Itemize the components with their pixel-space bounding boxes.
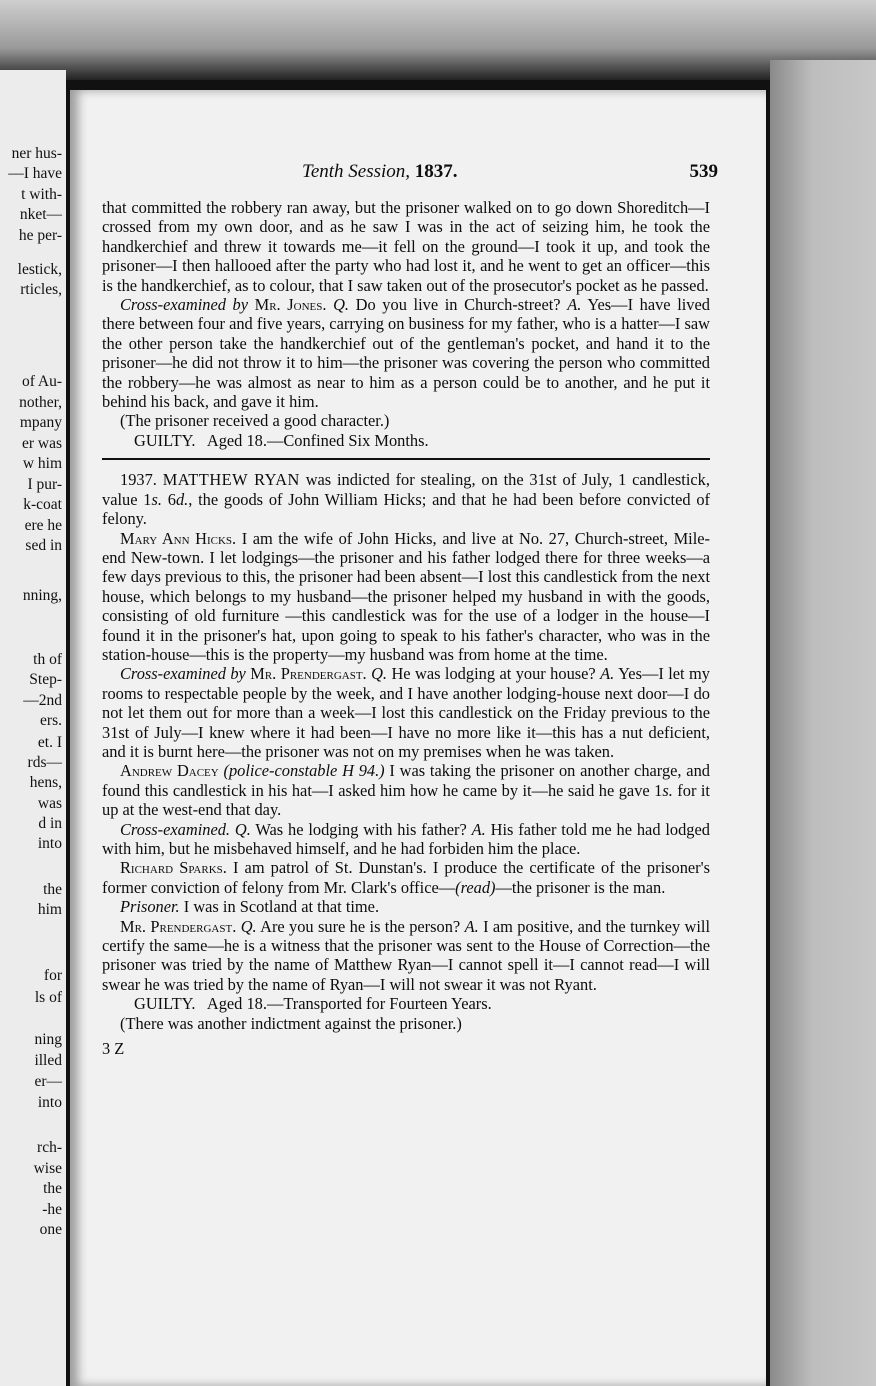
character-note: (The prisoner received a good character.) bbox=[120, 411, 390, 431]
session-title: Tenth Session, 1837. bbox=[302, 161, 458, 182]
scan-background bbox=[770, 60, 876, 1386]
facing-page-fragment: Step- bbox=[29, 671, 62, 688]
facing-page-fragment: was bbox=[37, 795, 62, 812]
facing-page-fragment: d in bbox=[38, 815, 62, 832]
facing-page-fragment: nket— bbox=[19, 206, 62, 223]
verdict-case-2: GUILTY. Aged 18.—Transported for Fourteen Years. bbox=[134, 994, 492, 1014]
facing-page-fragment: ls of bbox=[34, 989, 62, 1006]
facing-page-fragment: er was bbox=[21, 435, 62, 452]
facing-page-fragment: ere he bbox=[24, 517, 62, 534]
facing-page-fragment: ner hus- bbox=[11, 145, 62, 162]
facing-page-fragment: w him bbox=[22, 455, 62, 472]
scan-top-edge bbox=[0, 0, 876, 80]
testimony-hicks: Mary Ann Hicks. I am the wife of John Hicks, and live at No. 27, Church-street, Mile-end New-town. I let lodgings—the prisoner and his father lodged there for three weeks—a few days previous to this, the prisoner had been absent—I lost this candlestick from the next house, which belongs to my husband—the prisoner helped my husband in with the goods, consisting of old furniture —this candlestick was for the use of a lodger in the house—I found it in the prisoner's hat, upon going to speak to his father's character, who was in the station-house—this is the property—my husband was from home at the time. bbox=[102, 528, 710, 664]
facing-page-fragment: rch- bbox=[37, 1139, 62, 1156]
facing-page-fragment: er— bbox=[34, 1073, 62, 1090]
facing-page-fragment: rticles, bbox=[20, 281, 62, 298]
prisoner-statement: Prisoner. I was in Scotland at that time. bbox=[120, 897, 380, 917]
case-divider bbox=[102, 458, 710, 460]
session-year: 1837. bbox=[414, 161, 458, 182]
facing-page-fragment: ers. bbox=[40, 712, 62, 729]
facing-page-fragment: rds— bbox=[27, 754, 62, 771]
facing-page-fragment: lestick, bbox=[17, 261, 62, 278]
defendant-name: MATTHEW RYAN bbox=[162, 470, 300, 490]
facing-page-fragment: -he bbox=[42, 1201, 62, 1218]
page-number: 539 bbox=[689, 161, 718, 182]
facing-page-fragment: the bbox=[43, 881, 62, 898]
indictment-1937: 1937. MATTHEW RYAN was indicted for stealing, on the 31st of July, 1 candlestick, value 1s. 6d., the goods of John William Hicks; and that he had been before convicted of felony. bbox=[102, 470, 710, 529]
facing-page-edge bbox=[0, 70, 66, 1386]
facing-page-fragment: th of bbox=[33, 651, 62, 668]
testimony-dacey: Andrew Dacey (police-constable H 94.) I was taking the prisoner on another charge, and found this candlestick in his hat—I asked him how he came by it—he said he gave 1s. for it up at the west-end that day. bbox=[102, 761, 710, 820]
facing-page-fragment: nother, bbox=[19, 394, 62, 411]
text-body bbox=[102, 198, 710, 1058]
facing-page-fragment: wise bbox=[33, 1160, 62, 1177]
facing-page-fragment: I pur- bbox=[27, 476, 62, 493]
verdict-case-1: GUILTY. Aged 18.—Confined Six Months. bbox=[134, 430, 429, 450]
facing-page-fragment: the bbox=[43, 1180, 62, 1197]
indictment-note: (There was another indictment against the prisoner.) bbox=[120, 1013, 462, 1033]
facing-page-fragment: he per- bbox=[18, 227, 62, 244]
facing-page-fragment: t with- bbox=[21, 186, 62, 203]
facing-page-fragment: illed bbox=[34, 1052, 62, 1069]
facing-page-fragment: et. I bbox=[37, 734, 62, 751]
signature-mark: 3 Z bbox=[102, 1039, 125, 1059]
book-page bbox=[70, 90, 766, 1386]
facing-page-fragment: of Au- bbox=[21, 373, 62, 390]
facing-page-fragment: sed in bbox=[25, 537, 62, 554]
facing-page-fragment: into bbox=[37, 1094, 62, 1111]
cross-examination-prendergast: Cross-examined by Mr. Prendergast. Q. He was lodging at your house? A. Yes—I let my rooms to respectable people by the week, and I have another lodging-house next door—I do not let them out for more than a week—I lost this candlestick on the Friday previous to the 31st of July—I knew where it had been—I have no more like it—this has a nut deficient, and it is burnt here—the prisoner was not on my premises when he was taken. bbox=[102, 664, 710, 761]
facing-page-fragment: for bbox=[43, 967, 62, 984]
cross-examination-jones: Cross-examined by Mr. Jones. Q. Do you live in Church-street? A. Yes—I have lived there between four and five years, carrying on business for my father, who is a hatter—I saw the other person take the handkerchief out of the gentleman's pocket, and hand it to the prisoner—he did not throw it to him—the prisoner was covering the person who committed the robbery—he was almost as near to him as a person could be to another, and he put it behind his back, and gave it him. bbox=[102, 295, 710, 412]
facing-page-fragment: hens, bbox=[29, 774, 62, 791]
facing-page-fragment: —I have bbox=[8, 165, 62, 182]
running-header bbox=[102, 161, 718, 186]
facing-page-fragment: k-coat bbox=[23, 496, 62, 513]
facing-page-fragment: —2nd bbox=[23, 692, 62, 709]
cross-examination-dacey: Cross-examined. Q. Was he lodging with his father? A. His father told me he had lodged with him, but he misbehaved himself, and he had forbiden him the place. bbox=[102, 819, 710, 858]
facing-page-fragment: him bbox=[37, 901, 62, 918]
facing-page-fragment: one bbox=[39, 1221, 62, 1238]
facing-page-fragment: nning, bbox=[22, 587, 62, 604]
facing-page-fragment: ning bbox=[34, 1031, 62, 1048]
testimony-sparks: Richard Sparks. I am patrol of St. Dunstan's. I produce the certificate of the prisoner's former conviction of felony from Mr. Clark's office—(read)—the prisoner is the man. bbox=[102, 858, 710, 897]
re-examination-prendergast: Mr. Prendergast. Q. Are you sure he is the person? A. I am positive, and the turnkey will certify the same—he is a witness that the prisoner was sent to the House of Correction—the prisoner was tried by the name of Matthew Ryan—I cannot spell it—I cannot read—I will swear he was tried by the name of Ryan—I will not swear it was not Ryant. bbox=[102, 916, 711, 994]
facing-page-fragment: mpany bbox=[19, 414, 62, 431]
testimony-continuation: that committed the robbery ran away, but the prisoner walked on to go down Shoreditch—I crossed from my own door, and as he saw I was in the act of seizing him, he took the handkerchief and threw it towards me—it fell on the ground—I took it up, and took the prisoner—I then hallooed after the party who had lost it, and he went to get an officer—this is the handkerchief, as to colour, that I saw taken out of the prosecutor's pocket as he passed. bbox=[102, 198, 710, 295]
facing-page-fragment: into bbox=[37, 835, 62, 852]
